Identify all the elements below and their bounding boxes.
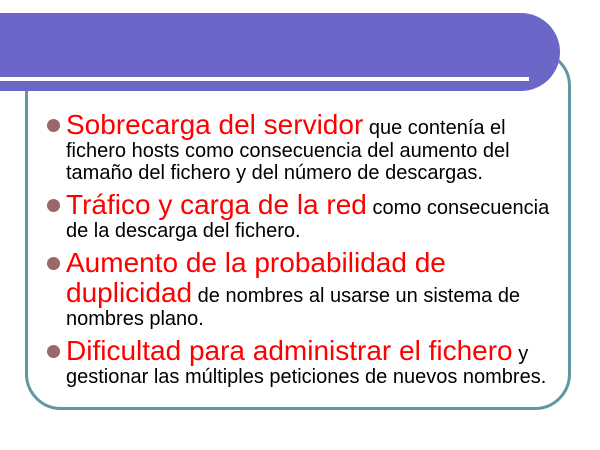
bullet-body: de nombres al usarse un sistema de [192, 285, 521, 307]
title-bar [0, 13, 560, 91]
bullet-body: gestionar las múltiples peticiones de nuevos nombres. [66, 366, 547, 388]
bullet-line [66, 366, 560, 388]
bullet-item-dificultad [66, 336, 560, 388]
bullet-line [66, 110, 560, 140]
bullet-item-duplicidad [66, 248, 560, 330]
bullet-line [66, 308, 560, 330]
bullet-body: fichero hosts como consecuencia del aumento del [66, 140, 510, 162]
bullet-line [66, 220, 560, 242]
bullet-line [66, 140, 560, 162]
bullet-heading: Sobrecarga del servidor [66, 109, 364, 140]
bullet-body: como consecuencia [366, 197, 550, 219]
bullet-heading: Aumento de la probabilidad de [66, 247, 446, 278]
bullet-line [66, 190, 560, 220]
bullet-heading: Dificultad para administrar el fichero [66, 335, 513, 366]
bullet-body: nombres plano. [66, 308, 204, 330]
bullet-icon [47, 119, 60, 132]
bullet-line [66, 248, 560, 278]
bullet-body: de la descarga del fichero. [66, 220, 301, 242]
bullet-icon [47, 345, 60, 358]
bullet-item-trafico [66, 190, 560, 242]
bullet-item-sobrecarga [66, 110, 560, 184]
bullet-line [66, 336, 560, 366]
bullet-icon [47, 257, 60, 270]
bullet-heading: Tráfico y carga de la red [66, 189, 367, 220]
bullet-heading: duplicidad [66, 277, 193, 308]
title-underline [0, 77, 529, 81]
bullet-line [66, 162, 560, 184]
bullet-body: tamaño del fichero y del número de descargas. [66, 162, 483, 184]
bullet-line [66, 278, 560, 308]
bullet-list [66, 110, 560, 394]
bullet-body: y [512, 343, 529, 365]
bullet-icon [47, 199, 60, 212]
bullet-body: que contenía el [363, 117, 506, 139]
